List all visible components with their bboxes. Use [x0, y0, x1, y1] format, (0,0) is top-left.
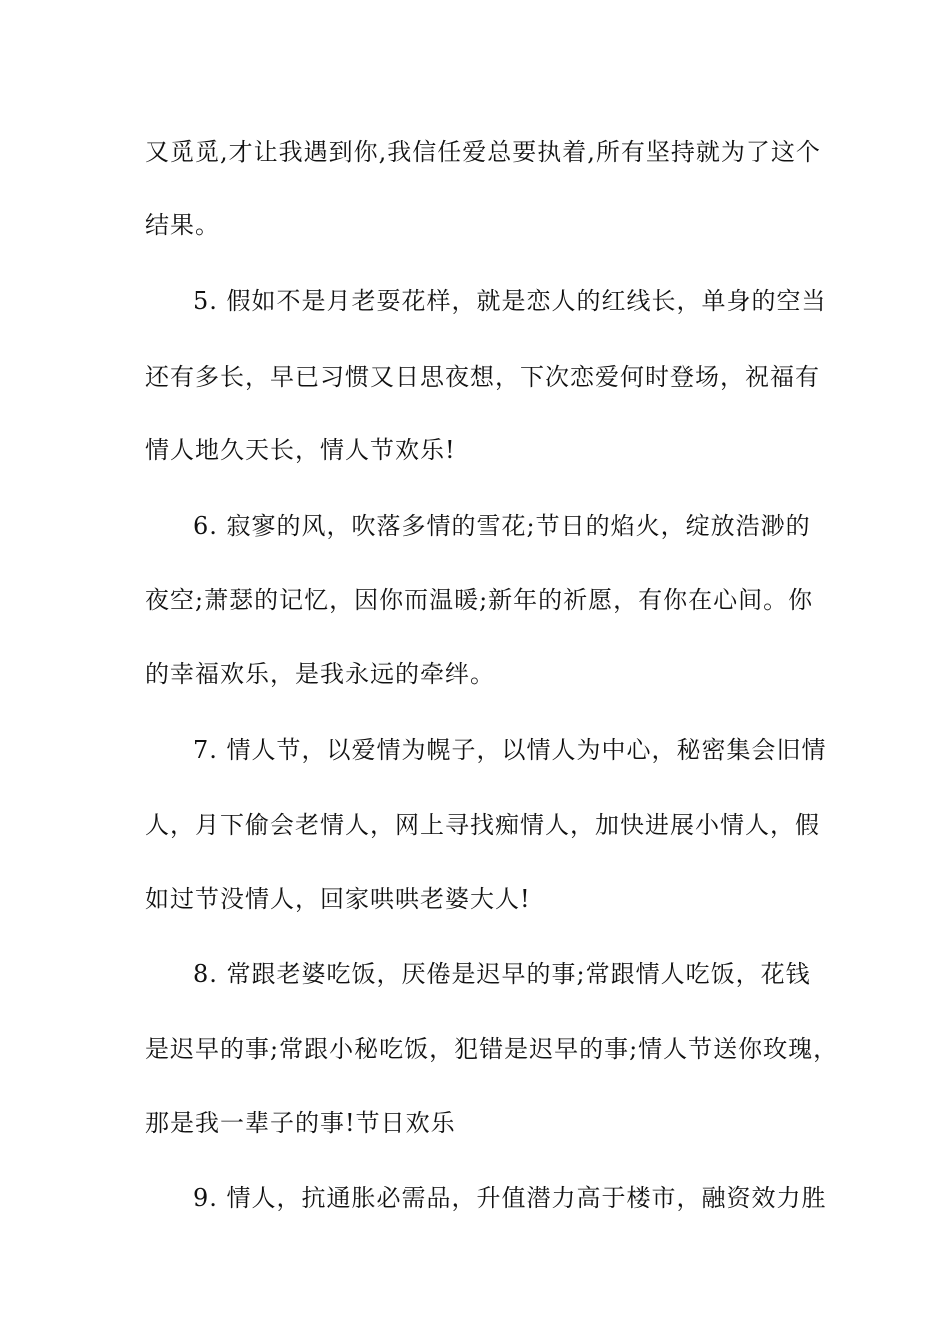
- text-line-1: 又觅觅,才让我遇到你,我信任爱总要执着,所有坚持就为了这个: [145, 138, 821, 166]
- paragraph-9-line-1: 9. 情人，抗通胀必需品，升值潜力高于楼市，融资效力胜: [193, 1184, 827, 1212]
- paragraph-7-line-1: 7. 情人节，以爱情为幌子，以情人为中心，秘密集会旧情: [193, 736, 827, 764]
- paragraph-8-line-1: 8. 常跟老婆吃饭，厌倦是迟早的事;常跟情人吃饭，花钱: [193, 960, 811, 988]
- paragraph-6-line-3: 的幸福欢乐，是我永远的牵绊。: [145, 660, 495, 688]
- paragraph-7-line-2: 人，月下偷会老情人，网上寻找痴情人，加快进展小情人，假: [145, 811, 820, 839]
- paragraph-5-line-3: 情人地久天长，情人节欢乐!: [145, 436, 456, 464]
- paragraph-5-line-1: 5. 假如不是月老耍花样，就是恋人的红线长，单身的空当: [193, 287, 827, 315]
- paragraph-6-line-2: 夜空;萧瑟的记忆，因你而温暖;新年的祈愿，有你在心间。你: [145, 586, 814, 614]
- paragraph-5-line-2: 还有多长，早已习惯又日思夜想，下次恋爱何时登场，祝福有: [145, 363, 820, 391]
- paragraph-8-line-2: 是迟早的事;常跟小秘吃饭，犯错是迟早的事;情人节送你玫瑰，: [145, 1035, 839, 1063]
- text-line-2: 结果。: [145, 211, 220, 239]
- paragraph-6-line-1: 6. 寂寥的风，吹落多情的雪花;节日的焰火，绽放浩渺的: [193, 512, 811, 540]
- paragraph-8-line-3: 那是我一辈子的事!节日欢乐: [145, 1109, 456, 1137]
- paragraph-7-line-3: 如过节没情人，回家哄哄老婆大人!: [145, 885, 531, 913]
